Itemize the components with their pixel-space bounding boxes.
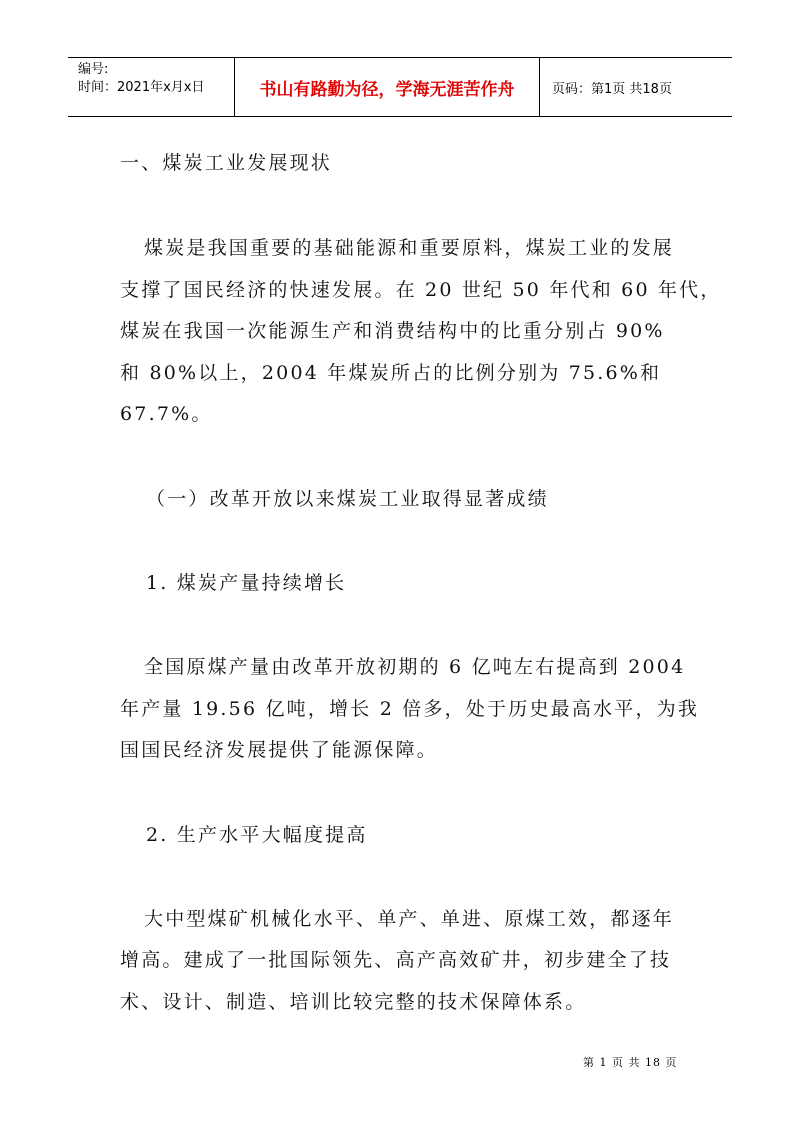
number-label: 编号: xyxy=(78,62,109,77)
paragraph-line: 和 80%以上，2004 年煤炭所占的比例分别为 75.6%和 xyxy=(120,362,662,384)
paragraph-line: 支撑了国民经济的快速发展。在 20 世纪 50 年代和 60 年代， xyxy=(120,279,722,301)
paragraph-line: 全国原煤产量由改革开放初期的 6 亿吨左右提高到 2004 xyxy=(144,656,686,678)
paragraph-line: 术、设计、制造、培训比较完整的技术保障体系。 xyxy=(120,991,587,1013)
header-motto: 书山有路勤为径，学海无涯苦作舟 xyxy=(235,58,540,116)
paragraph-line: 67.7%。 xyxy=(120,403,213,425)
page-footer: 第 1 页 共 18 页 xyxy=(583,1056,678,1069)
paragraph-line: 煤炭在我国一次能源生产和消费结构中的比重分别占 90% xyxy=(120,320,665,342)
paragraph-line: 大中型煤矿机械化水平、单产、单进、原煤工效，都逐年 xyxy=(144,908,675,930)
paragraph-line: 煤炭是我国重要的基础能源和重要原料，煤炭工业的发展 xyxy=(144,237,675,259)
paragraph-line: 增高。建成了一批国际领先、高产高效矿井，初步建全了技 xyxy=(120,949,672,971)
paragraph-line: 年产量 19.56 亿吨，增长 2 倍多，处于历史最高水平，为我 xyxy=(120,698,700,720)
header-meta-cell xyxy=(68,58,235,116)
header-page-info: 页码：第1页 共18页 xyxy=(552,81,672,97)
paragraph-line: 国国民经济发展提供了能源保障。 xyxy=(120,739,439,761)
document-page: 编号: 时间：2021年x月x日 书山有路勤为径，学海无涯苦作舟 页码：第1页 共18页 一、煤炭工业发展现状 煤炭是我国重要的基础能源和重要原料，煤炭工业的发展 支撑了国民经济的快速发展。在 20 世纪 50 年代和 60 年代， 煤炭在我国一次能源生产和消费结构中的比重分别占 90% 和 80%以上，2004 年煤炭所占的比例分别为 75.6%和 67.7%。 （一）改革开放以来煤炭工业取得显著成绩 1. 煤炭产量持续增长 全国原煤产量由改革开放初期的 6 亿吨左右提高到 2004 年产量 19.56 亿吨，增长 2 倍多，处于历史最高水平，为我 国国民经济发展提供了能源保障。 2. 生产水平大幅度提高 大中型煤矿机械化水平、单产、单进、原煤工效，都逐年 增高。建成了一批国际领先、高产高效矿井，初步建全了技 术、设计、制造、培训比较完整的技术保障体系。 第 1 页 共 18 页 xyxy=(0,0,800,1132)
time-label: 时间：2021年x月x日 xyxy=(78,80,205,95)
header-table xyxy=(68,57,732,117)
